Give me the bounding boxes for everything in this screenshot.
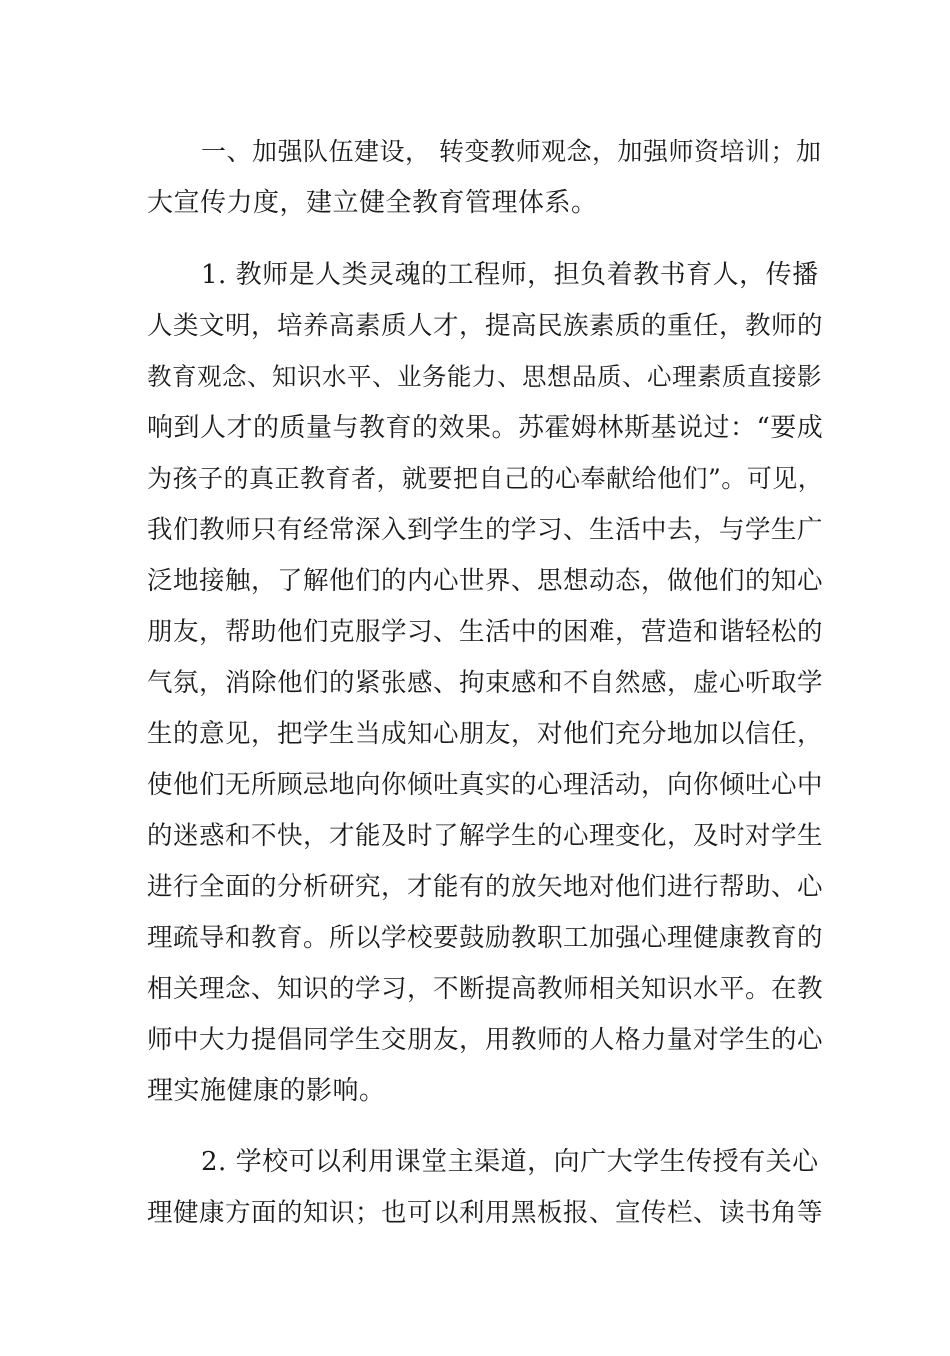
paragraph-2-line-15: 相关理念、知识的学习，不断提高教师相关知识水平。在教 [147, 974, 824, 1004]
paragraph-3-line-2: 理健康方面的知识；也可以利用黑板报、宣传栏、读书角等 [147, 1198, 824, 1228]
paragraph-2-line-1: 1. 教师是人类灵魂的工程师，担负着教书育人，传播 [201, 260, 819, 290]
paragraph-2-line-3: 教育观念、知识水平、业务能力、思想品质、心理素质直接影 [147, 362, 822, 391]
paragraph-2-line-14: 理疏导和教育。所以学校要鼓励教职工加强心理健康教育的 [147, 923, 824, 953]
paragraph-2-line-17: 理实施健康的影响。 [147, 1076, 386, 1106]
paragraph-2-line-11: 使他们无所顾忌地向你倾吐真实的心理活动，向你倾吐心中 [147, 770, 824, 800]
paragraph-2-line-6: 我们教师只有经常深入到学生的学习、生活中去，与学生广 [147, 515, 824, 545]
paragraph-1-line-2: 大宣传力度，建立健全教育管理体系。 [147, 188, 598, 218]
paragraph-2-line-12: 的迷惑和不快，才能及时了解学生的心理变化，及时对学生 [147, 821, 824, 851]
paragraph-2-line-9: 气氛，消除他们的紧张感、拘束感和不自然感，虚心听取学 [147, 668, 824, 698]
paragraph-2-line-13: 进行全面的分析研究，才能有的放矢地对他们进行帮助、心 [147, 872, 824, 902]
paragraph-1-line-1: 一、加强队伍建设， 转变教师观念，加强师资培训；加 [201, 137, 822, 166]
paragraph-2-line-5: 为孩子的真正教育者，就要把自己的心奉献给他们”。可见， [147, 464, 824, 493]
paragraph-2-line-4: 响到人才的质量与教育的效果。苏霍姆林斯基说过：“要成 [147, 413, 824, 443]
paragraph-2-line-16: 师中大力提倡同学生交朋友，用教师的人格力量对学生的心 [147, 1025, 824, 1055]
paragraph-2-line-8: 朋友，帮助他们克服学习、生活中的困难，营造和谐轻松的 [147, 617, 824, 647]
paragraph-2-line-7: 泛地接触，了解他们的内心世界、思想动态，做他们的知心 [147, 566, 824, 596]
paragraph-2-line-10: 生的意见，把学生当成知心朋友，对他们充分地加以信任， [147, 719, 824, 749]
paragraph-2-line-2: 人类文明，培养高素质人才，提高民族素质的重任，教师的 [147, 311, 824, 341]
paragraph-3-line-1: 2. 学校可以利用课堂主渠道，向广大学生传授有关心 [201, 1147, 819, 1177]
